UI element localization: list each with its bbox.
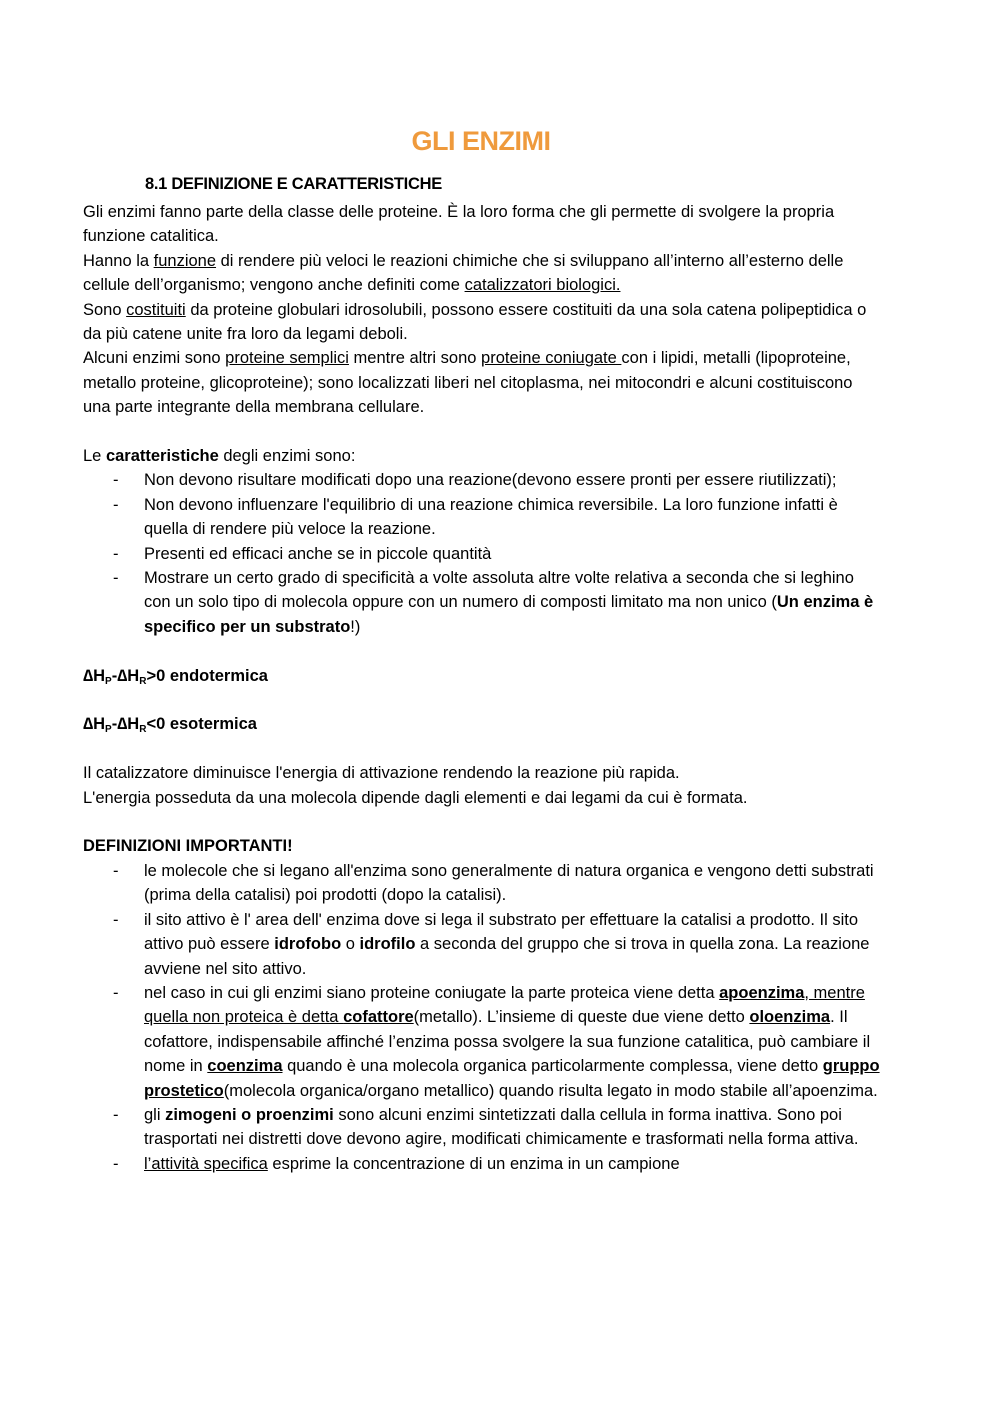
- text: Alcuni enzimi sono: [83, 349, 226, 368]
- formula-part: -∆H: [111, 715, 140, 734]
- bold-underlined-term: cofattore: [343, 1008, 414, 1027]
- subscript: P: [105, 675, 112, 687]
- list-item: - Non devono risultare modificati dopo una reazione(devono essere pronti per essere riutilizzati);: [83, 468, 883, 492]
- text: di rendere più veloci le reazioni chimiche che si sviluppano all’interno all’esterno delle cellule dell’organismo; vengono anche definiti come: [83, 251, 844, 295]
- text: !): [350, 617, 361, 636]
- list-item: [83, 566, 883, 639]
- text: nel caso in cui gli enzimi siano proteine coniugate la parte proteica viene detta: [144, 983, 720, 1002]
- definitions-heading: DEFINIZIONI IMPORTANTI!: [83, 837, 293, 856]
- text: Mostrare un certo grado di specificità a volte assoluta altre volte relativa a seconda che si leghino con un solo tipo di molecola oppure con un numero di composti limitato ma non unico (: [144, 569, 854, 612]
- bold-underlined-term: apoenzima: [719, 983, 805, 1002]
- features-intro: [83, 444, 883, 468]
- formula-part: ∆H: [83, 666, 106, 685]
- text: con i lipidi, metalli (lipoproteine, metallo proteine, glicoproteine); sono localizzati liberi nel citoplasma, nei mitocondri e alcuni costituiscono una parte integrante della membrana cellulare.: [83, 349, 853, 417]
- text: gli: [144, 1105, 166, 1124]
- text: da proteine globulari idrosolubili, possono essere costituiti da una sola catena polipeptidica o da più catene unite fra loro da legami deboli.: [83, 300, 867, 344]
- paragraph-energy: L'energia posseduta da una molecola dipende dagli elementi e dai legami da cui è formata.: [83, 788, 748, 807]
- underlined-term: funzione: [153, 251, 217, 270]
- formula-part: -∆H: [111, 666, 140, 685]
- text: Sono: [83, 300, 127, 319]
- underlined-term: proteine coniugate: [481, 349, 622, 368]
- bold-underlined-term: gruppo prostetico: [144, 1057, 880, 1100]
- subscript: R: [139, 724, 147, 736]
- formula-part: >0 endotermica: [146, 666, 268, 685]
- paragraph-catalyst: Il catalizzatore diminuisce l'energia di attivazione rendendo la reazione più rapida.: [83, 764, 680, 783]
- underlined-term: proteine semplici: [225, 349, 349, 368]
- text: (molecola organica/organo metallico) quando risulta legato in modo stabile all’apoenzima.: [223, 1081, 878, 1100]
- subscript: P: [105, 724, 112, 736]
- list-item: - le molecole che si legano all'enzima sono generalmente di natura organica e vengono detti substrati (prima della catalisi) poi prodotti (dopo la catalisi).: [83, 859, 883, 908]
- definitions-list: [83, 859, 883, 1176]
- list-item: [83, 981, 883, 1103]
- text: . Il cofattore, indispensabile affinché l’enzima possa svolgere la sua funzione catalitica, può cambiare il nome in: [144, 1008, 871, 1076]
- underlined-term: l’attività specifica: [144, 1154, 268, 1173]
- bold-underlined-term: oloenzima: [749, 1008, 831, 1027]
- paragraph-types: [83, 346, 883, 419]
- list-item: - Non devono influenzare l'equilibrio di una reazione chimica reversibile. La loro funzione infatti è quella di rendere più veloce la reazione.: [83, 493, 883, 542]
- subscript: R: [139, 675, 147, 687]
- paragraph-function: [83, 249, 883, 298]
- text: Hanno la: [83, 251, 154, 270]
- text: Le: [83, 447, 106, 466]
- text: esprime la concentrazione di un enzima in un campione: [267, 1154, 680, 1173]
- text: o: [341, 935, 360, 954]
- page-title: GLI ENZIMI: [411, 126, 551, 156]
- text: , mentre quella non proteica è detta: [144, 983, 865, 1027]
- underlined-term: costituiti: [126, 300, 186, 319]
- list-item: [83, 908, 883, 981]
- list-item: - Presenti ed efficaci anche se in piccole quantità: [83, 542, 883, 566]
- document-body: [83, 200, 883, 1176]
- text: quando è una molecola organica particolarmente complessa, viene detto: [282, 1057, 823, 1076]
- bold-term: Un enzima è specifico per un substrato: [144, 593, 874, 636]
- formula-exothermic: [83, 712, 883, 736]
- formula-part: ∆H: [83, 715, 106, 734]
- text: a seconda del gruppo che si trova in quella zona. La reazione avviene nel sito attivo.: [144, 935, 870, 978]
- paragraph-composition: [83, 298, 883, 347]
- formula-endothermic: [83, 664, 883, 688]
- bold-underlined-term: coenzima: [207, 1057, 283, 1076]
- bold-term: idrofobo: [274, 935, 342, 954]
- features-list: [83, 468, 883, 639]
- list-item: [83, 1152, 883, 1176]
- list-item: [83, 1103, 883, 1152]
- bold-term: caratteristiche: [105, 447, 219, 466]
- underlined-term: catalizzatori biologici.: [464, 276, 621, 295]
- paragraph-intro: Gli enzimi fanno parte della classe delle proteine. È la loro forma che gli permette di svolgere la propria funzione catalitica.: [83, 203, 835, 246]
- text: (metallo). L’insieme di queste due viene detto: [413, 1008, 750, 1027]
- text: il sito attivo è l' area dell' enzima dove si lega il substrato per effettuare la catalisi a prodotto. Il sito attivo può essere: [144, 910, 859, 954]
- bold-term: zimogeni o proenzimi: [165, 1105, 334, 1124]
- formula-part: <0 esotermica: [146, 715, 257, 734]
- text: sono alcuni enzimi sintetizzati dalla cellula in forma inattiva. Sono poi trasportati nei distretti dove devono agire, modificati chimicamente e trasformati nella forma attiva.: [144, 1105, 859, 1149]
- text: degli enzimi sono:: [218, 447, 356, 466]
- text: mentre altri sono: [348, 349, 482, 368]
- section-heading: 8.1 DEFINIZIONE E CARATTERISTICHE: [145, 175, 442, 193]
- bold-term: idrofilo: [359, 935, 416, 954]
